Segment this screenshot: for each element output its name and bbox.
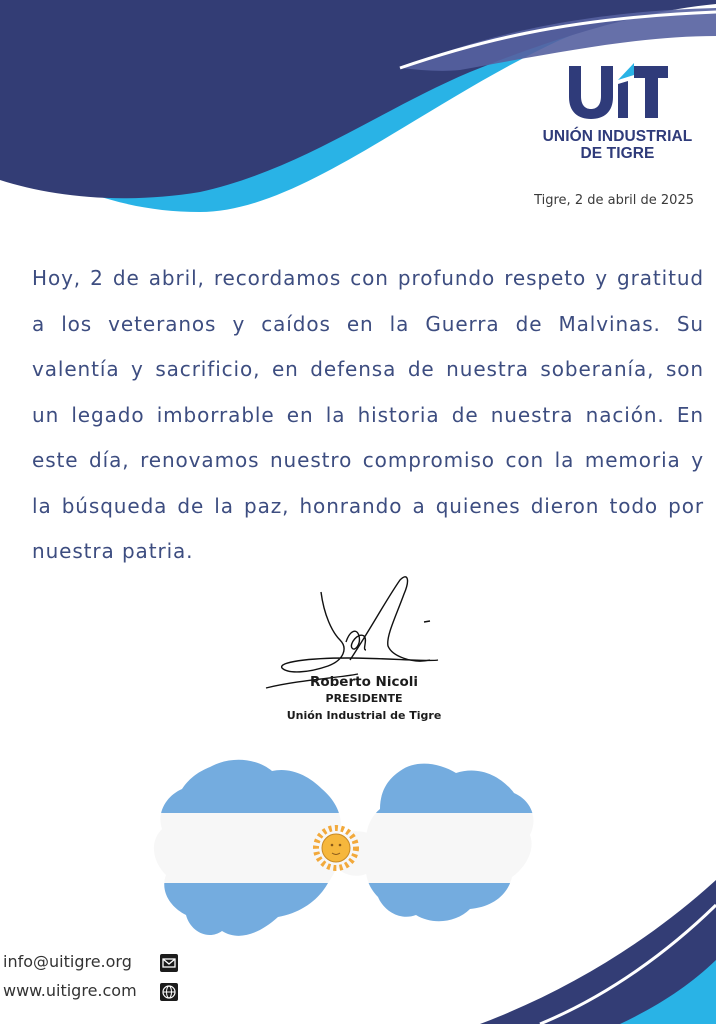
logo-name-line1: UNIÓN INDUSTRIAL bbox=[542, 128, 693, 145]
website-text[interactable]: www.uitigre.com bbox=[3, 981, 137, 1000]
envelope-icon bbox=[160, 954, 178, 972]
logo-name-line2: DE TIGRE bbox=[580, 145, 655, 162]
signer-block bbox=[260, 673, 468, 724]
contact-website[interactable] bbox=[0, 979, 180, 1005]
signer-organization: Unión Industrial de Tigre bbox=[286, 709, 442, 722]
letter-date: Tigre, 2 de abril de 2025 bbox=[534, 193, 694, 208]
malvinas-flag-map bbox=[140, 745, 540, 950]
letter-body: Hoy, 2 de abril, recordamos con profundo respeto y gratitud a los veteranos y caídos en la Guerra de Malvinas. Su valentía y sacrificio, en defensa de nuestra soberanía, son un legado imborrable en la historia de nuestra nación. En este día, renovamos nuestro compromiso con la memoria y la búsqueda de la paz, honrando a quienes dieron todo por nuestra patria. bbox=[32, 266, 704, 563]
globe-icon bbox=[160, 983, 178, 1001]
contact-email[interactable] bbox=[0, 950, 180, 976]
email-text[interactable]: info@uitigre.org bbox=[3, 952, 132, 971]
signer-name: Roberto Nicoli bbox=[309, 674, 419, 690]
uit-logo bbox=[540, 60, 695, 162]
uit-logo-mark bbox=[566, 60, 670, 122]
signer-role: PRESIDENTE bbox=[325, 692, 403, 705]
